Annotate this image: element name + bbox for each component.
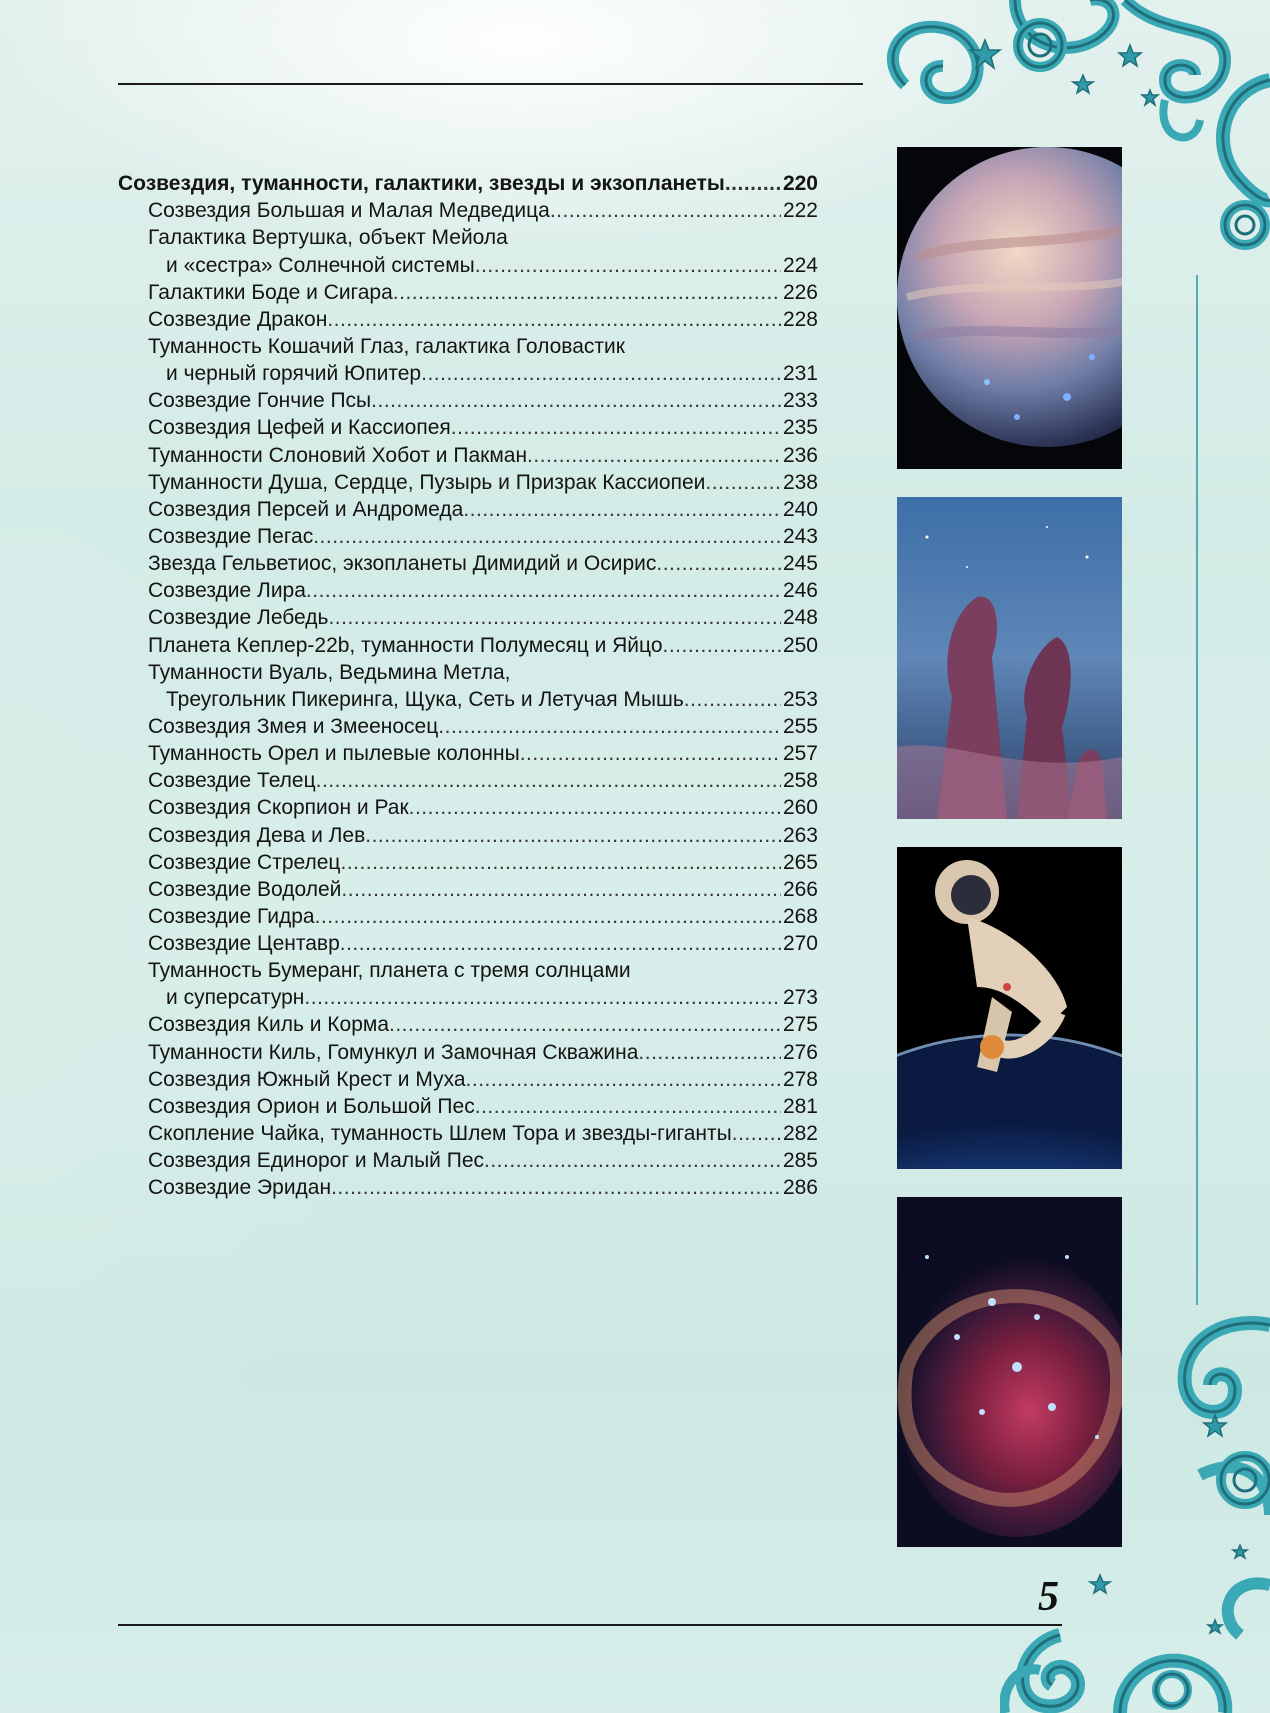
toc-title: Созвездия Персей и Андромеда — [148, 497, 464, 521]
toc-page: 248 — [782, 606, 818, 630]
toc-title: Созвездие Лира — [148, 579, 306, 603]
leader-dots — [316, 767, 781, 794]
toc-page: 282 — [782, 1122, 818, 1146]
toc-title: Туманность Орел и пылевые колонны — [148, 742, 520, 766]
toc-page: 281 — [782, 1094, 818, 1118]
toc-title: Туманность Кошачий Глаз, галактика Головастик — [148, 334, 625, 358]
leader-dots — [705, 469, 781, 496]
toc-entry[interactable] — [118, 1174, 818, 1201]
toc-title: Созвездия Большая и Малая Медведица — [148, 199, 550, 223]
leader-dots — [331, 1174, 781, 1201]
leader-dots — [475, 1093, 781, 1120]
leader-dots — [304, 984, 781, 1011]
toc-title: Скопление Чайка, туманность Шлем Тора и звезды-гиганты — [148, 1122, 732, 1146]
toc-page: 228 — [782, 307, 818, 331]
toc-entry[interactable] — [118, 686, 818, 713]
toc-title: Созвездие Дракон — [148, 307, 328, 331]
toc-page: 285 — [782, 1149, 818, 1173]
leader-dots — [389, 1011, 781, 1038]
toc-entry[interactable] — [118, 767, 818, 794]
toc-page: 222 — [782, 199, 818, 223]
toc-entry[interactable] — [118, 1066, 818, 1093]
toc-entry-wrap[interactable] — [118, 224, 818, 251]
toc-title: Созвездие Водолей — [148, 877, 342, 901]
leader-dots — [725, 170, 781, 197]
toc-title: Туманности Слоновий Хобот и Пакман — [148, 443, 528, 467]
toc-title: Созвездие Гидра — [148, 904, 315, 928]
leader-dots — [684, 686, 781, 713]
toc-page: 253 — [782, 687, 818, 711]
toc-entry[interactable] — [118, 604, 818, 631]
leader-dots — [340, 930, 781, 957]
toc-entry[interactable] — [118, 496, 818, 523]
toc-entry-wrap[interactable] — [118, 659, 818, 686]
leader-dots — [306, 577, 781, 604]
toc-page: 260 — [782, 796, 818, 820]
toc-entry[interactable] — [118, 197, 818, 224]
toc-page: 236 — [782, 443, 818, 467]
toc-page: 268 — [782, 904, 818, 928]
toc-title: Туманности Киль, Гомункул и Замочная Скважина — [148, 1040, 639, 1064]
toc-title: Созвездие Пегас — [148, 524, 314, 548]
leader-dots — [340, 849, 781, 876]
leader-dots — [327, 306, 781, 333]
toc-entry-wrap[interactable] — [118, 333, 818, 360]
toc-entry[interactable] — [118, 577, 818, 604]
toc-title: Галактика Вертушка, объект Мейола — [148, 226, 508, 250]
side-divider — [1196, 275, 1198, 1305]
leader-dots — [466, 1066, 781, 1093]
leader-dots — [315, 903, 781, 930]
toc-entry[interactable] — [118, 876, 818, 903]
page-number: 5 — [1038, 1574, 1059, 1620]
leader-dots — [656, 550, 781, 577]
toc-page: 224 — [782, 253, 818, 277]
toc-page: 250 — [782, 633, 818, 657]
toc-page: 245 — [782, 552, 818, 576]
toc-entry[interactable] — [118, 1093, 818, 1120]
leader-dots — [484, 1147, 781, 1174]
toc-entry[interactable] — [118, 360, 818, 387]
toc-title: Созвездия Южный Крест и Муха — [148, 1067, 466, 1091]
toc-page: 238 — [782, 470, 818, 494]
toc-entry[interactable] — [118, 306, 818, 333]
toc-entry[interactable] — [118, 632, 818, 659]
toc-title: Треугольник Пикеринга, Щука, Сеть и Летучая Мышь — [166, 687, 684, 711]
leader-dots — [371, 387, 781, 414]
toc-page: 255 — [782, 714, 818, 738]
toc-title: Созвездие Эридан — [148, 1176, 332, 1200]
toc-title: Созвездие Лебедь — [148, 606, 329, 630]
leader-dots — [463, 496, 781, 523]
toc-page: 233 — [782, 389, 818, 413]
leader-dots — [438, 713, 781, 740]
toc-entry[interactable] — [118, 930, 818, 957]
toc-entry[interactable] — [118, 713, 818, 740]
toc-title: Планета Кеплер-22b, туманности Полумесяц и Яйцо — [148, 633, 663, 657]
toc-entry[interactable] — [118, 984, 818, 1011]
cosmonaut-photo — [897, 847, 1122, 1169]
toc-entry[interactable] — [118, 1147, 818, 1174]
toc-page: 263 — [782, 823, 818, 847]
top-rule — [118, 83, 863, 85]
toc-page: 246 — [782, 579, 818, 603]
bottom-rule — [118, 1624, 1062, 1626]
toc-page: 258 — [782, 769, 818, 793]
toc-entry[interactable] — [118, 442, 818, 469]
toc-page: 220 — [782, 172, 818, 196]
toc-page: 276 — [782, 1040, 818, 1064]
toc-title: Галактики Боде и Сигара — [148, 280, 393, 304]
leader-dots — [313, 523, 781, 550]
leader-dots — [421, 360, 781, 387]
toc-title: Туманности Вуаль, Ведьмина Метла, — [148, 660, 511, 684]
toc-entry[interactable] — [118, 1120, 818, 1147]
toc-entry-wrap[interactable] — [118, 957, 818, 984]
nebula-pillars-photo — [897, 497, 1122, 819]
leader-dots — [475, 252, 781, 279]
leader-dots — [365, 822, 781, 849]
toc-title: Созвездие Центавр — [148, 932, 340, 956]
leader-dots — [328, 604, 780, 631]
leader-dots — [520, 740, 781, 767]
leader-dots — [638, 1039, 781, 1066]
toc-title: Созвездие Телец — [148, 769, 316, 793]
toc-title: Созвездия Дева и Лев — [148, 823, 366, 847]
leader-dots — [409, 794, 781, 821]
leader-dots — [732, 1120, 781, 1147]
toc-title: Созвездия Киль и Корма — [148, 1013, 389, 1037]
toc-title: Созвездия, туманности, галактики, звезды и экзопланеты — [118, 172, 725, 196]
toc-title: и «сестра» Солнечной системы — [166, 253, 475, 277]
toc-title: Созвездие Стрелец — [148, 850, 341, 874]
toc-page: 273 — [782, 986, 818, 1010]
toc-title: Звезда Гельветиос, экзопланеты Димидий и Осирис — [148, 552, 657, 576]
leader-dots — [550, 197, 781, 224]
toc-page: 270 — [782, 932, 818, 956]
toc-entry[interactable] — [118, 387, 818, 414]
toc-page: 275 — [782, 1013, 818, 1037]
stars-photo — [897, 1197, 1122, 1547]
leader-dots — [451, 414, 781, 441]
toc-entry[interactable] — [118, 1012, 818, 1039]
leader-dots — [663, 632, 781, 659]
toc-page: 286 — [782, 1176, 818, 1200]
toc-page: 235 — [782, 416, 818, 440]
toc-page: 243 — [782, 524, 818, 548]
toc-entry[interactable] — [118, 1039, 818, 1066]
toc-entry[interactable] — [118, 279, 818, 306]
leader-dots — [393, 279, 781, 306]
toc-title: и суперсатурн — [166, 986, 305, 1010]
toc-entry[interactable] — [118, 523, 818, 550]
leader-dots — [341, 876, 781, 903]
toc-page: 226 — [782, 280, 818, 304]
toc-entry[interactable] — [118, 849, 818, 876]
toc-section-heading[interactable] — [118, 170, 818, 197]
toc-entry[interactable] — [118, 794, 818, 821]
table-of-contents — [118, 143, 818, 1201]
toc-entry[interactable] — [118, 903, 818, 930]
toc-page: 266 — [782, 877, 818, 901]
toc-entry[interactable] — [118, 550, 818, 577]
toc-title: Созвездия Скорпион и Рак — [148, 796, 409, 820]
toc-entry[interactable] — [118, 822, 818, 849]
toc-title: и черный горячий Юпитер — [166, 362, 422, 386]
toc-title: Созвездия Орион и Большой Пес — [148, 1094, 475, 1118]
toc-title: Созвездие Гончие Псы — [148, 389, 372, 413]
toc-page: 265 — [782, 850, 818, 874]
toc-page: 240 — [782, 497, 818, 521]
toc-title: Туманности Душа, Сердце, Пузырь и Призрак Кассиопеи — [148, 470, 706, 494]
toc-entry[interactable] — [118, 740, 818, 767]
planet-photo — [897, 147, 1122, 469]
toc-page: 278 — [782, 1067, 818, 1091]
toc-page: 257 — [782, 742, 818, 766]
toc-title: Созвездия Цефей и Кассиопея — [148, 416, 451, 440]
toc-title: Созвездия Змея и Змееносец — [148, 714, 439, 738]
toc-entry[interactable] — [118, 414, 818, 441]
toc-page: 231 — [782, 362, 818, 386]
toc-title: Туманность Бумеранг, планета с тремя солнцами — [148, 959, 631, 983]
leader-dots — [527, 442, 781, 469]
toc-title: Созвездия Единорог и Малый Пес — [148, 1149, 485, 1173]
toc-entry[interactable] — [118, 469, 818, 496]
toc-entry[interactable] — [118, 252, 818, 279]
